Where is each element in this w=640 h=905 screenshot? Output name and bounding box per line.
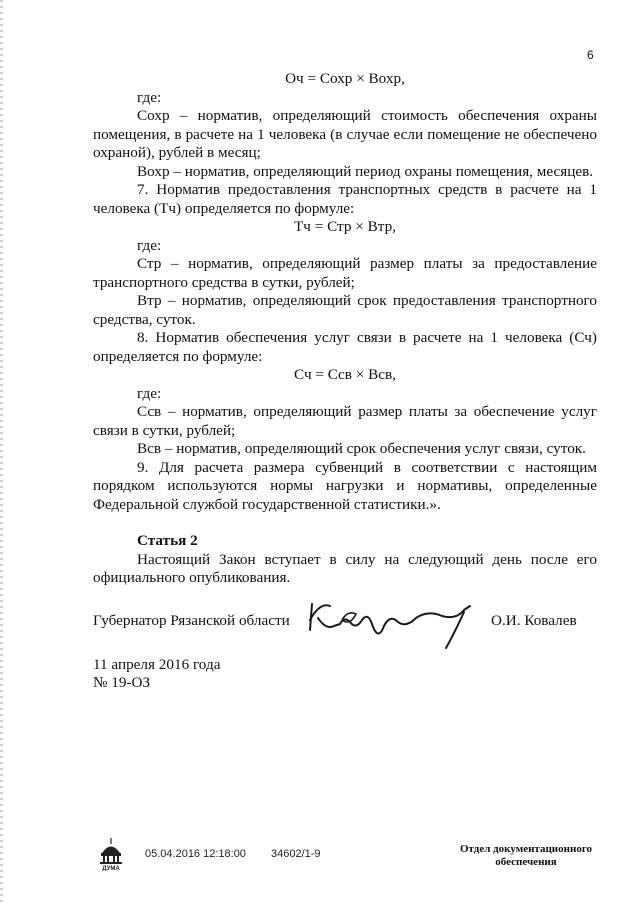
handwritten-signature <box>306 596 486 652</box>
definition-vokhr: Вохр – норматив, определяющий период охраны помещения, месяцев. <box>137 162 594 180</box>
duma-logo-icon <box>97 837 125 871</box>
scan-edge <box>0 0 3 905</box>
formula-tch: Тч = Стр × Втр, <box>294 218 396 235</box>
footer-department: Отдел документационного обеспечения <box>459 843 593 868</box>
item-9: 9. Для расчета размера субвенций в соответствии с настоящим порядком используются нормы нагрузки и нормативы, определенные Федеральной службой государственной статистики.». <box>93 458 597 513</box>
where-label: где: <box>137 384 162 402</box>
footer-timestamp: 05.04.2016 12:18:00 <box>145 848 246 860</box>
definition-sokhr: Сохр – норматив, определяющий стоимость обеспечения охраны помещения, в расчете на 1 человека (в случае если помещение не обеспечено охраной), рублей в месяц; <box>93 107 597 161</box>
formula-sch: Сч = Ссв × Всв, <box>294 366 396 383</box>
definition-vtr: Втр – норматив, определяющий срок предоставления транспортного средства, суток. <box>93 292 597 328</box>
signature-row <box>93 606 593 646</box>
definition-ssv: Ссв – норматив, определяющий размер платы за обеспечение услуг связи в сутки, рублей; <box>93 403 597 439</box>
formula-och: Оч = Сохр × Вохр, <box>285 70 405 87</box>
signing-date: 11 апреля 2016 года <box>93 656 221 673</box>
where-label: где: <box>137 88 162 106</box>
document-body <box>93 70 597 588</box>
item-7: 7. Норматив предоставления транспортных средств в расчете на 1 человека (Тч) определяется по формуле: <box>93 181 597 217</box>
article-title: Статья 2 <box>137 532 198 549</box>
definition-str: Стр – норматив, определяющий размер платы за предоставление транспортного средства в сутки, рублей; <box>93 255 597 291</box>
article-text: Настоящий Закон вступает в силу на следующий день после его официального опубликования. <box>93 550 597 586</box>
signing-info <box>93 656 220 692</box>
page-number: 6 <box>587 48 594 62</box>
footer-doc-number: 34602/1-9 <box>271 848 321 860</box>
duma-logo-text: ДУМА <box>102 866 120 871</box>
governor-title: Губернатор Рязанской области <box>93 612 290 629</box>
where-label: где: <box>137 236 162 254</box>
item-8: 8. Норматив обеспечения услуг связи в расчете на 1 человека (Сч) определяется по формуле: <box>93 329 597 365</box>
law-number: № 19-ОЗ <box>93 674 151 691</box>
definition-vsv: Всв – норматив, определяющий срок обеспечения услуг связи, суток. <box>137 440 586 457</box>
governor-name: О.И. Ковалев <box>491 612 577 629</box>
